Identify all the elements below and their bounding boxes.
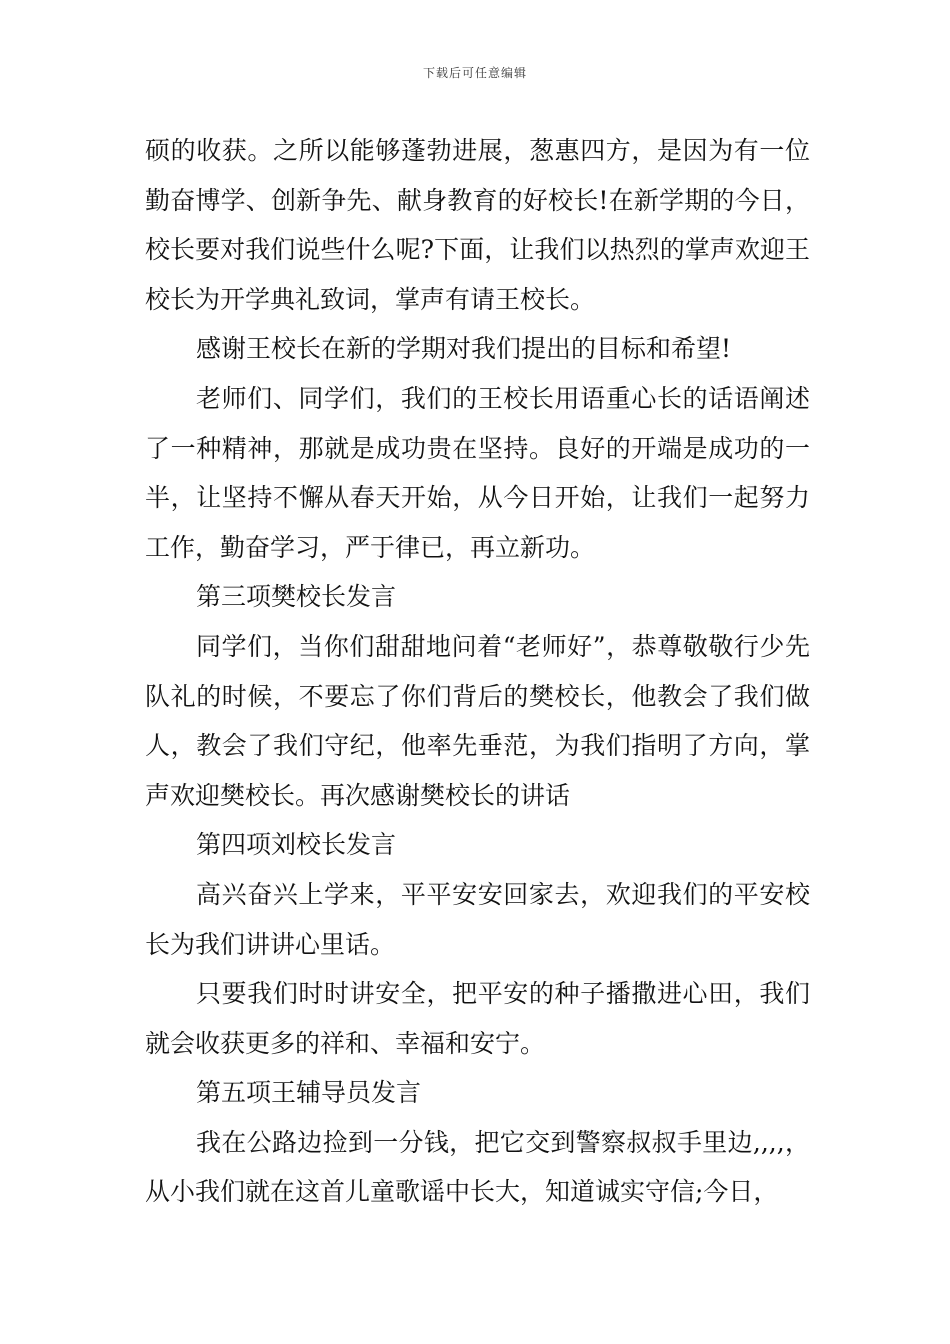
paragraph: 硕的收获。之所以能够蓬勃进展，葱惠四方，是因为有一位勤奋博学、创新争先、献身教育的好校长!在新学期的今日，校长要对我们说些什么呢?下面，让我们以热烈的掌声欢迎王校长为开学典礼致词，掌声有请王校长。 (145, 136, 810, 314)
paragraph: 老师们、同学们，我们的王校长用语重心长的话语阐述了一种精神，那就是成功贵在坚持。良好的开端是成功的一半，让坚持不懈从春天开始，从今日开始，让我们一起努力工作，勤奋学习，严于律已，再立新功。 (145, 383, 810, 562)
section-heading: 第五项王辅导员发言 (196, 1078, 422, 1108)
page-header: 下载后可任意编辑 (422, 66, 527, 80)
paragraph: 只要我们时时讲安全，把平安的种子播撒进心田，我们就会收获更多的祥和、幸福和安宁。 (145, 979, 810, 1058)
paragraph: 同学们，当你们甜甜地问着“老师好”，恭尊敬敬行少先队礼的时候，不要忘了你们背后的樊校长，他教会了我们做人，教会了我们守纪，他率先垂范，为我们指明了方向，掌声欢迎樊校长。再次感谢樊校长的讲话 (145, 631, 810, 810)
paragraph: 感谢王校长在新的学期对我们提出的目标和希望! (196, 334, 732, 364)
document-body (145, 126, 810, 1217)
section-heading: 第三项樊校长发言 (196, 582, 397, 612)
paragraph: 高兴奋兴上学来，平平安安回家去，欢迎我们的平安校长为我们讲讲心里话。 (145, 879, 810, 959)
section-heading: 第四项刘校长发言 (196, 830, 397, 860)
paragraph: 我在公路边捡到一分钱，把它交到警察叔叔手里边,,,,，从小我们就在这首儿童歌谣中长大，知道诚实守信;今日， (145, 1127, 810, 1207)
